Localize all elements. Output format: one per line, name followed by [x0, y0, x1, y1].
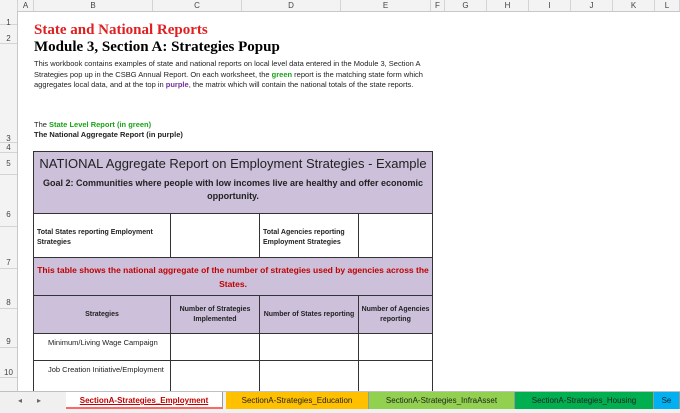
report-title: NATIONAL Aggregate Report on Employment Strategies - Example	[39, 156, 427, 171]
strategy-column-headers	[34, 296, 432, 334]
row-header-7[interactable]: 7	[0, 227, 17, 269]
header-strategies: Strategies	[34, 296, 171, 333]
report-goal: Goal 2: Communities where people with low incomes live are healthy and offer economic opportunity.	[42, 178, 424, 201]
column-header-i[interactable]: I	[529, 0, 571, 11]
agencies-reporting-cell[interactable]	[359, 361, 432, 391]
intro-purple-word: purple	[165, 80, 189, 89]
sheet-tab-bar	[0, 391, 680, 413]
header-states-reporting: Number of States reporting	[260, 296, 359, 333]
column-header-d[interactable]: D	[242, 0, 341, 11]
column-header-c[interactable]: C	[153, 0, 242, 11]
row-header-bar	[0, 11, 18, 391]
column-header-corner[interactable]	[0, 0, 18, 11]
row-header-9[interactable]: 9	[0, 309, 17, 348]
agencies-reporting-cell[interactable]	[359, 334, 432, 360]
column-header-k[interactable]: K	[613, 0, 655, 11]
intro-text-part1: This workbook contains examples of state and national reports on local level data entered in the Module 3, Section A Strategies pop up in the CSBG Annual Report. On each worksheet, the	[34, 59, 421, 79]
state-report-colored: State Level Report (in green)	[49, 120, 152, 129]
total-states-value-cell[interactable]	[171, 214, 260, 257]
state-report-label	[34, 120, 151, 129]
column-header-j[interactable]: J	[571, 0, 613, 11]
column-header-e[interactable]: E	[341, 0, 431, 11]
table-row	[34, 334, 432, 361]
worksheet-grid[interactable]	[18, 12, 680, 391]
strategy-name: Minimum/Living Wage Campaign	[34, 334, 171, 360]
national-report-label: The National Aggregate Report (in purple)	[34, 130, 183, 139]
row-header-10[interactable]: 10	[0, 348, 17, 378]
row-header-2[interactable]: 2	[0, 25, 17, 44]
column-header-h[interactable]: H	[487, 0, 529, 11]
header-agencies-reporting: Number of Agencies reporting	[359, 296, 432, 333]
page-title: State and National Reports	[34, 22, 208, 38]
strategies-implemented-cell[interactable]	[171, 334, 260, 360]
column-header-a[interactable]: A	[18, 0, 34, 11]
column-header-l[interactable]: L	[655, 0, 680, 11]
total-agencies-label: Total Agencies reporting Employment Strategies	[260, 214, 359, 257]
strategy-name: Job Creation Initiative/Employment	[34, 361, 171, 391]
page-subtitle: Module 3, Section A: Strategies Popup	[34, 39, 280, 55]
row-header-6[interactable]: 6	[0, 175, 17, 227]
tab-scroll-right-icon[interactable]: ▸	[37, 396, 42, 405]
total-states-label: Total States reporting Employment Strategies	[34, 214, 171, 257]
report-header	[34, 152, 432, 214]
intro-green-word: green	[271, 69, 293, 79]
column-header-g[interactable]: G	[445, 0, 487, 11]
tab-partial[interactable]: Se	[654, 392, 680, 409]
row-header-8[interactable]: 8	[0, 269, 17, 309]
row-header-4[interactable]: 4	[0, 143, 17, 153]
states-reporting-cell[interactable]	[260, 361, 359, 391]
intro-text-part3: , the matrix which will contain the national totals of the state reports.	[188, 80, 414, 89]
totals-row	[34, 214, 432, 258]
tab-housing[interactable]: SectionA-Strategies_Housing	[515, 392, 654, 409]
strategies-implemented-cell[interactable]	[171, 361, 260, 391]
row-header-3[interactable]: 3	[0, 44, 17, 143]
column-header-b[interactable]: B	[34, 0, 153, 11]
states-reporting-cell[interactable]	[260, 334, 359, 360]
intro-text-part2: report is the matching state form which aggregates local data, and at the top in	[34, 69, 423, 89]
report-note: This table shows the national aggregate of the number of strategies used by agencies across the States.	[34, 258, 432, 296]
intro-paragraph	[34, 59, 439, 91]
column-header-f[interactable]: F	[431, 0, 445, 11]
row-header-1[interactable]: 1	[0, 11, 17, 25]
tab-employment[interactable]: SectionA-Strategies_Employment	[66, 392, 223, 409]
state-report-prefix: The	[34, 120, 50, 129]
table-row	[34, 361, 432, 391]
tab-education[interactable]: SectionA-Strategies_Education	[226, 392, 369, 409]
national-aggregate-report	[33, 151, 433, 391]
tab-scroll-left-icon[interactable]: ◂	[18, 396, 23, 405]
total-agencies-value-cell[interactable]	[359, 214, 432, 257]
row-header-5[interactable]: 5	[0, 153, 17, 175]
tab-infraasset[interactable]: SectionA-Strategies_InfraAsset	[369, 392, 515, 409]
column-header-bar	[0, 0, 680, 12]
header-strategies-implemented: Number of Strategies Implemented	[171, 296, 260, 333]
